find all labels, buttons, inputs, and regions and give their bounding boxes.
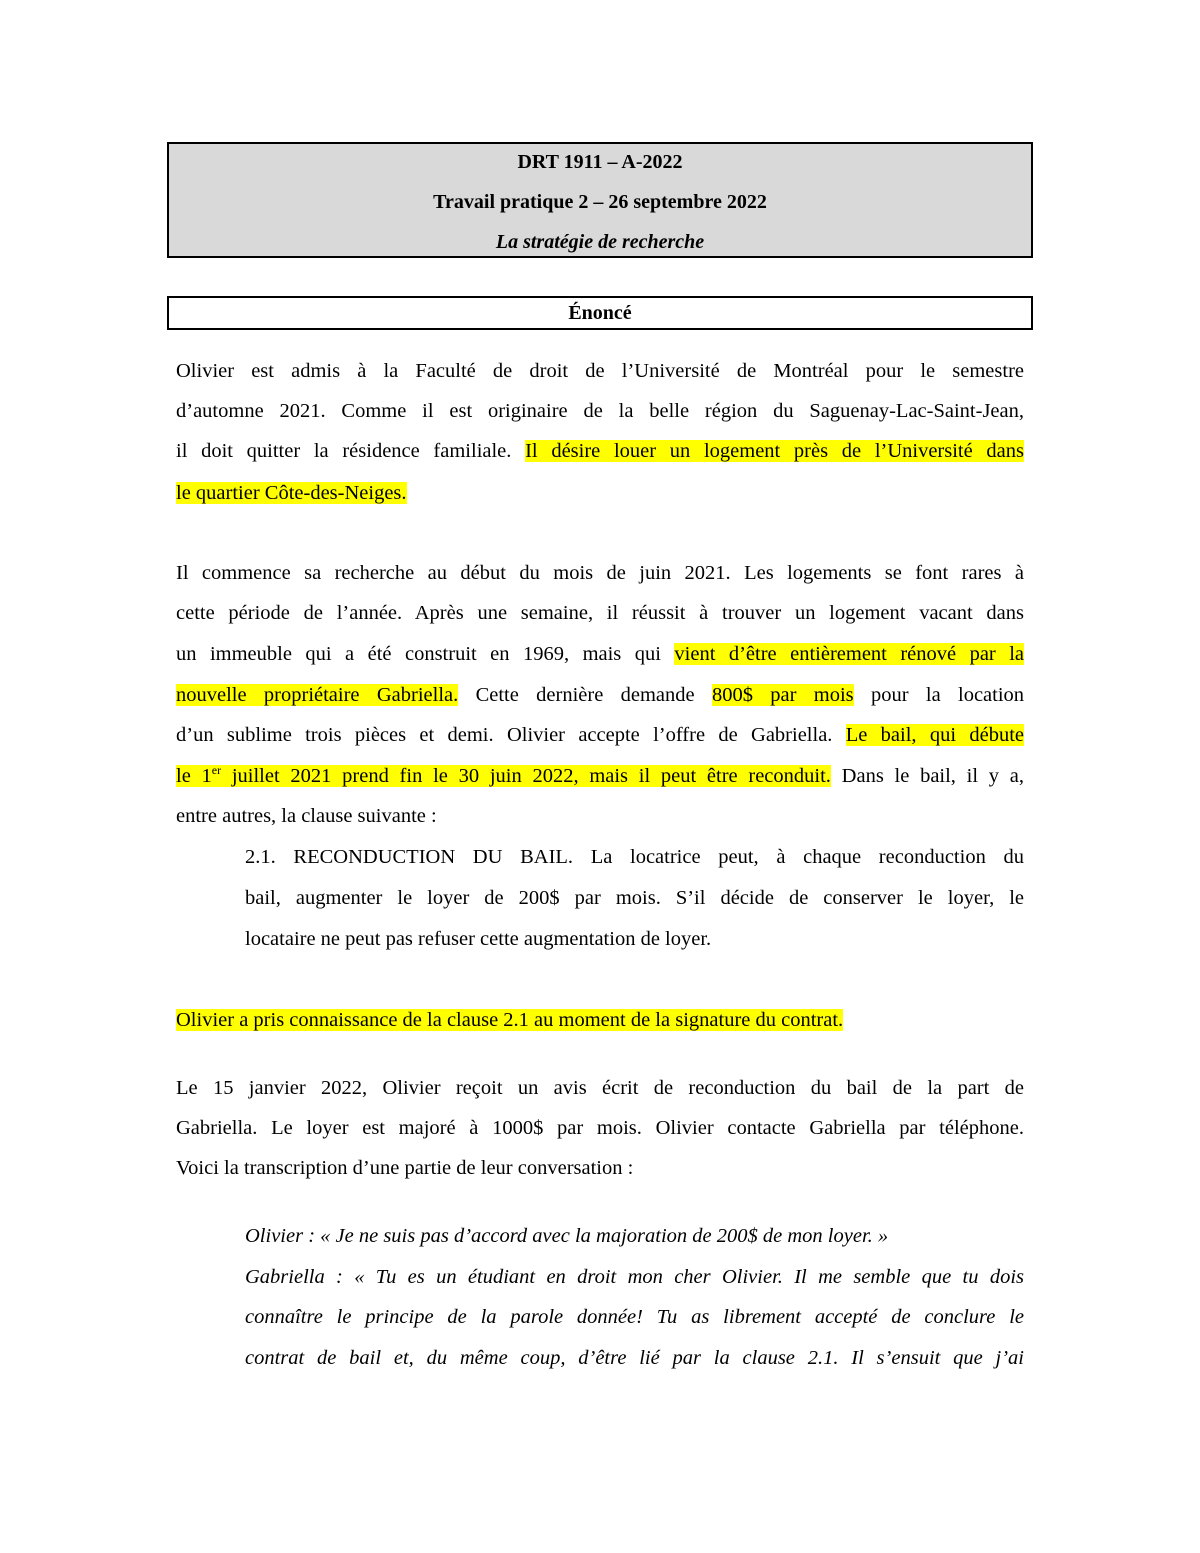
text-run: juillet 2021 prend fin le 30 juin 2022, mais il peut être reconduit. [221,765,831,787]
highlighted-text: 800$ par mois [711,684,854,706]
assignment-title: Travail pratique 2 – 26 septembre 2022 [433,191,767,213]
text-run: il doit quitter la résidence familiale. [176,440,526,462]
course-code: DRT 1911 – A-2022 [517,151,683,173]
assignment-subtitle: La stratégie de recherche [495,231,705,253]
paragraph-2-line-7: entre autres, la clause suivante : [176,805,437,827]
paragraph-2-line-4 [176,682,1024,708]
highlighted-text: Olivier a pris connaissance de la clause 2.1 au moment de la signature du contrat. [176,1009,844,1031]
section-title-box [167,296,1033,330]
clause-line-1: 2.1. RECONDUCTION DU BAIL. La locatrice peut, à chaque reconduction du [245,846,1024,868]
highlighted-text: Il désire louer un logement près de l’Université dans [525,440,1024,462]
text-run: un immeuble qui a été construit en 1969, mais qui [176,643,675,665]
clause-line-3: locataire ne peut pas refuser cette augmentation de loyer. [245,928,712,950]
highlighted-text: le quartier Côte-des-Neiges. [176,482,407,504]
paragraph-2-line-3 [176,641,1024,667]
highlighted-text: vient d’être entièrement rénové par la [674,643,1024,665]
header-box [167,142,1033,258]
paragraph-4-line-3: Voici la transcription d’une partie de leur conversation : [176,1157,634,1179]
highlighted-text [176,765,831,787]
text-run: le 1 [176,765,212,787]
paragraph-1-line-3 [176,438,1024,464]
text-run: pour la location [853,684,1025,706]
highlighted-text: Le bail, qui débute [845,724,1024,746]
superscript: er [211,763,222,778]
paragraph-4-line-2: Gabriella. Le loyer est majoré à 1000$ par mois. Olivier contacte Gabriella par téléphone. [176,1117,1024,1139]
conversation-line-3: connaître le principe de la parole donnée! Tu as librement accepté de conclure le [245,1306,1024,1328]
paragraph-1-line-2: d’automne 2021. Comme il est originaire de la belle région du Saguenay-Lac-Saint-Jean, [176,400,1024,422]
paragraph-2-line-5 [176,722,1024,748]
conversation-line-2: Gabriella : « Tu es un étudiant en droit mon cher Olivier. Il me semble que tu dois [245,1266,1024,1288]
conversation-line-4: contrat de bail et, du même coup, d’être lié par la clause 2.1. Il s’ensuit que j’ai [245,1347,1024,1369]
conversation-line-1: Olivier : « Je ne suis pas d’accord avec la majoration de 200$ de mon loyer. » [245,1225,889,1247]
paragraph-1-line-1: Olivier est admis à la Faculté de droit de l’Université de Montréal pour le semestre [176,360,1024,382]
paragraph-2-line-1: Il commence sa recherche au début du mois de juin 2021. Les logements se font rares à [176,562,1024,584]
text-run: d’un sublime trois pièces et demi. Olivier accepte l’offre de Gabriella. [176,724,846,746]
paragraph-3-line-1 [176,1007,1024,1033]
highlighted-text: nouvelle propriétaire Gabriella. [176,684,459,706]
section-title: Énoncé [568,302,632,324]
paragraph-1-line-4 [176,480,1024,506]
text-run: Cette dernière demande [458,684,712,706]
paragraph-2-line-6 [176,763,1024,789]
paragraph-2-line-2: cette période de l’année. Après une semaine, il réussit à trouver un logement vacant dans [176,602,1024,624]
clause-line-2: bail, augmenter le loyer de 200$ par mois. S’il décide de conserver le loyer, le [245,887,1024,909]
paragraph-4-line-1: Le 15 janvier 2022, Olivier reçoit un avis écrit de reconduction du bail de la part de [176,1077,1024,1099]
text-run: Dans le bail, il y a, [830,765,1025,787]
